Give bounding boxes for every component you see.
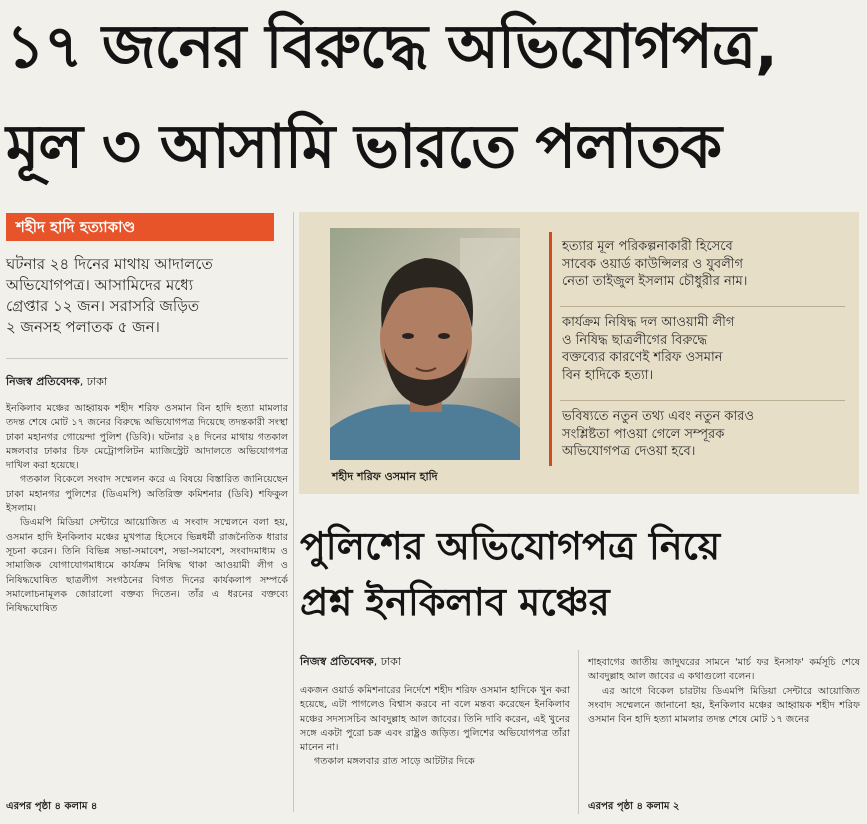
summary-block	[6, 254, 288, 338]
summary-line: ২ জনসহ পলাতক ৫ জন।	[6, 318, 160, 336]
main-headline-line-2: মূল ৩ আসামি ভারতে পলাতক	[6, 112, 722, 182]
pull-quote-1	[562, 238, 847, 291]
quote-line: ভবিষ্যতে নতুন তথ্য এবং নতুন কারও	[562, 409, 755, 424]
photo-caption: শহীদ শরিফ ওসমান হাদি	[332, 470, 438, 483]
kicker-label: শহীদ হাদি হত্যাকাণ্ড	[6, 213, 274, 241]
quote-line: হত্যার মূল পরিকল্পনাকারী হিসেবে	[562, 239, 733, 254]
mid-article-body	[300, 684, 570, 770]
left-continuation-note: এরপর পৃষ্ঠা ৪ কলাম ৪	[6, 801, 98, 812]
paragraph: গতকাল বিকেলে সংবাদ সম্মেলন করে এ বিষয়ে বিস্তারিত জানিয়েছেন ঢাকা মহানগর পুলিশের (ডিএমপি) অতিরিক্ত কমিশনার (ডিবি) শফিকুল ইসলাম।	[6, 474, 288, 515]
byline-place: , ঢাকা	[373, 655, 402, 668]
paragraph: একজন ওয়ার্ড কমিশনারের নির্দেশে শহীদ শরিফ ওসমান হাদিকে খুন করা হয়েছে, এটা পাগলেও বিশ্বাস করবে না বলে মন্তব্য করেছেন ইনকিলাব মঞ্চের সদস্যসচিব আবদুল্লাহ আল জাবের। তিনি দাবি করেন, এই খুনের সঙ্গে একটা পুরো চক্র এবং রাষ্ট্রও জড়িত। পুলিশের অভিযোগপত্র তাঁরা মানেন না।	[300, 685, 570, 754]
sub-headline-line-2: প্রশ্ন ইনকিলাব মঞ্চের	[300, 580, 610, 624]
right-article-body	[588, 656, 860, 727]
paragraph: ডিএমপি মিডিয়া সেন্টারে আয়োজিত এ সংবাদ সম্মেলনে বলা হয়, ওসমান হাদি ইনকিলাব মঞ্চের মুখপাত্র হিসেবে ভিন্নধর্মী রাজনৈতিক ধারার সূচনা করেন। তিনি বিভিন্ন সভা-সমাবেশ, সভা-সমাবেশ, সংবাদমাধ্যম ও সামাজিক যোগাযোগমাধ্যমে কার্যক্রম নিষিদ্ধ থাকা আওয়ামী লীগ ও নিষিদ্ধঘোষিত ছাত্রলীগ সংগঠনের বিগত দিনের কার্যকলাপ সম্পর্কে সমালোচনামূলক জোরালো বক্তব্য দিতেন। তাঁর এ ধরনের বক্তব্যে নিষিদ্ধঘোষিত	[6, 517, 288, 615]
pull-quote-2	[562, 314, 847, 384]
quote-divider	[560, 306, 845, 307]
quote-line: অভিযোগপত্র দেওয়া হবে।	[562, 444, 696, 459]
quote-line: কার্যক্রম নিষিদ্ধ দল আওয়ামী লীগ	[562, 315, 735, 330]
quote-accent-bar	[549, 232, 552, 466]
portrait-photo	[330, 228, 520, 460]
byline-place: , ঢাকা	[79, 375, 108, 388]
quote-line: নেতা তাইজুল ইসলাম চৌধুরীর নাম।	[562, 274, 748, 289]
quote-divider	[560, 400, 845, 401]
pull-quote-3	[562, 408, 847, 461]
column-divider	[293, 212, 294, 812]
quote-line: সংশ্লিষ্টতা পাওয়া গেলে সম্পূরক	[562, 426, 725, 442]
mid-byline	[300, 655, 401, 669]
byline-author: নিজস্ব প্রতিবেদক	[300, 655, 374, 668]
divider	[6, 358, 288, 359]
left-article-body	[6, 402, 288, 616]
paragraph: ইনকিলাব মঞ্চের আহ্বায়ক শহীদ শরিফ ওসমান বিন হাদি হত্যা মামলার তদন্ত শেষে মোট ১৭ জনের বিরুদ্ধে অভিযোগপত্র দিয়েছে তদন্তকারী সংস্থা ঢাকা মহানগর গোয়েন্দা পুলিশ (ডিবি)। ঘটনার ২৪ দিনের মাথায় গতকাল মঙ্গলবার ঢাকার চিফ মেট্রোপলিটন ম্যাজিস্ট্রেট আদালতে অভিযোগপত্র দাখিল করা হয়েছে।	[6, 403, 288, 472]
left-byline	[6, 375, 107, 389]
summary-line: গ্রেপ্তার ১২ জন। সরাসরি জড়িত	[6, 297, 200, 315]
quote-line: বক্তব্যের কারণেই শরিফ ওসমান	[562, 350, 723, 365]
quote-line: সাবেক ওয়ার্ড কাউন্সিলর ও যুবলীগ	[562, 256, 743, 272]
summary-line: ঘটনার ২৪ দিনের মাথায় আদালতে	[6, 255, 213, 273]
quote-line: বিন হাদিকে হত্যা।	[562, 367, 654, 383]
paragraph: শাহবাগের জাতীয় জাদুঘরের সামনে 'মার্চ ফর ইনসাফ' কর্মসূচি শেষে আবদুল্লাহ আল জাবের এ কথাগুলো বলেন।	[588, 657, 860, 683]
summary-line: অভিযোগপত্র। আসামিদের মধ্যে	[6, 276, 194, 294]
quote-line: ও নিষিদ্ধ ছাত্রলীগের বিরুদ্ধে	[562, 332, 708, 348]
main-headline-line-1: ১৭ জনের বিরুদ্ধে অভিযোগপত্র,	[6, 12, 777, 82]
paragraph: গতকাল মঙ্গলবার রাত সাড়ে আটটার দিকে	[314, 756, 475, 768]
sub-headline-line-1: পুলিশের অভিযোগপত্র নিয়ে	[300, 524, 721, 568]
paragraph: এর আগে বিকেল চারটায় ডিএমপি মিডিয়া সেন্টারে আয়োজিত সংবাদ সম্মেলনে জানানো হয়, ইনকিলাব মঞ্চের আহ্বায়ক শহীদ শরিফ ওসমান বিন হাদি হত্যা মামলার তদন্ত শেষে মোট ১৭ জনের	[588, 685, 860, 726]
right-continuation-note: এরপর পৃষ্ঠা ৪ কলাম ২	[588, 801, 680, 812]
byline-author: নিজস্ব প্রতিবেদক	[6, 375, 80, 388]
column-divider	[578, 650, 579, 814]
